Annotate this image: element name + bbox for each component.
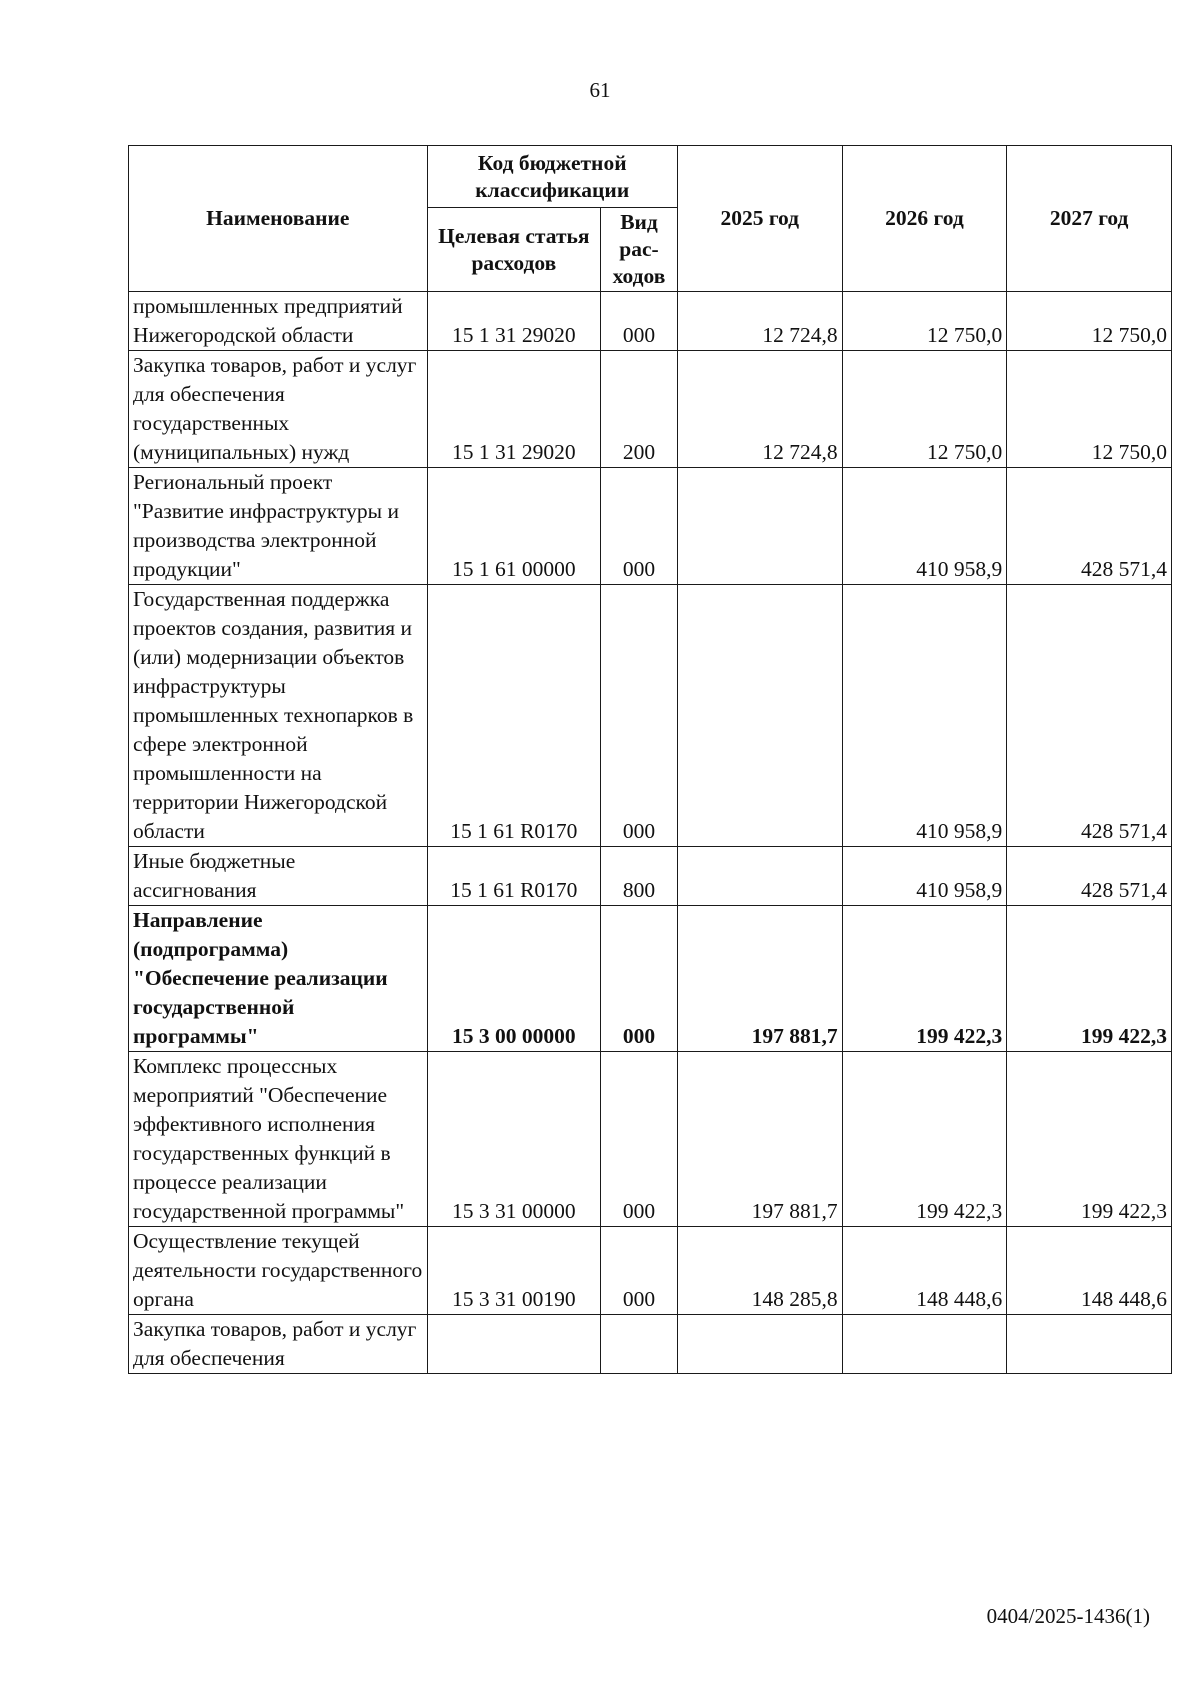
cell-2027: 428 571,4: [1007, 468, 1172, 585]
cell-target-article: 15 1 31 29020: [427, 292, 600, 351]
table-row: [129, 1315, 1172, 1374]
cell-2026: 12 750,0: [842, 351, 1007, 468]
cell-expense-type: 000: [601, 585, 678, 847]
table-row: [129, 847, 1172, 906]
cell-target-article: 15 3 31 00190: [427, 1227, 600, 1315]
header-name: Наименование: [129, 146, 428, 292]
cell-2026: 199 422,3: [842, 1052, 1007, 1227]
cell-name: Иные бюджетные ассигнования: [129, 847, 428, 906]
cell-2025: 197 881,7: [677, 906, 842, 1052]
cell-expense-type: 000: [601, 906, 678, 1052]
cell-expense-type: [601, 1315, 678, 1374]
cell-2027: 428 571,4: [1007, 847, 1172, 906]
cell-2025: [677, 847, 842, 906]
header-target-article: Целевая статья расходов: [427, 208, 600, 292]
cell-2027: 199 422,3: [1007, 906, 1172, 1052]
cell-2027: 12 750,0: [1007, 351, 1172, 468]
header-year-2026: 2026 год: [842, 146, 1007, 292]
table-row: [129, 292, 1172, 351]
header-year-2027: 2027 год: [1007, 146, 1172, 292]
cell-name: Осуществление текущей деятельности государственного органа: [129, 1227, 428, 1315]
cell-2026: 12 750,0: [842, 292, 1007, 351]
cell-2026: 410 958,9: [842, 585, 1007, 847]
header-year-2025: 2025 год: [677, 146, 842, 292]
cell-target-article: 15 3 00 00000: [427, 906, 600, 1052]
cell-expense-type: 000: [601, 292, 678, 351]
cell-2026: 199 422,3: [842, 906, 1007, 1052]
cell-2026: 410 958,9: [842, 847, 1007, 906]
cell-2025: 12 724,8: [677, 292, 842, 351]
cell-2025: [677, 585, 842, 847]
cell-target-article: 15 1 31 29020: [427, 351, 600, 468]
cell-2025: [677, 1315, 842, 1374]
page-number: 61: [589, 78, 611, 102]
cell-expense-type: 000: [601, 1227, 678, 1315]
cell-expense-type: 000: [601, 468, 678, 585]
table-body: [129, 292, 1172, 1374]
table-header: [129, 146, 1172, 292]
cell-expense-type: 200: [601, 351, 678, 468]
table-row: [129, 1052, 1172, 1227]
cell-name: промышленных предприятий Нижегородской области: [129, 292, 428, 351]
cell-name: Направление (подпрограмма) "Обеспечение реализации государственной программы": [129, 906, 428, 1052]
cell-2026: 410 958,9: [842, 468, 1007, 585]
cell-2025: 197 881,7: [677, 1052, 842, 1227]
cell-2025: [677, 468, 842, 585]
table-row: [129, 468, 1172, 585]
table-row: [129, 906, 1172, 1052]
cell-2026: [842, 1315, 1007, 1374]
table-row: [129, 351, 1172, 468]
cell-target-article: 15 3 31 00000: [427, 1052, 600, 1227]
cell-2026: 148 448,6: [842, 1227, 1007, 1315]
table-row: [129, 585, 1172, 847]
cell-name: Государственная поддержка проектов создания, развития и (или) модернизации объектов инфраструктуры промышленных технопарков в сфере электронной промышленности на территории Нижегородской области: [129, 585, 428, 847]
cell-2027: 12 750,0: [1007, 292, 1172, 351]
cell-2027: [1007, 1315, 1172, 1374]
cell-name: Закупка товаров, работ и услуг для обеспечения: [129, 1315, 428, 1374]
cell-expense-type: 800: [601, 847, 678, 906]
cell-name: Региональный проект "Развитие инфраструктуры и производства электронной продукции": [129, 468, 428, 585]
cell-target-article: 15 1 61 00000: [427, 468, 600, 585]
budget-table: [128, 145, 1172, 1374]
document-code: 0404/2025-1436(1): [986, 1604, 1150, 1628]
cell-name: Комплекс процессных мероприятий "Обеспечение эффективного исполнения государственных функций в процессе реализации государственной программы": [129, 1052, 428, 1227]
cell-target-article: [427, 1315, 600, 1374]
cell-target-article: 15 1 61 R0170: [427, 847, 600, 906]
cell-name: Закупка товаров, работ и услуг для обеспечения государственных (муниципальных) нужд: [129, 351, 428, 468]
table-row: [129, 1227, 1172, 1315]
cell-expense-type: 000: [601, 1052, 678, 1227]
cell-2027: 148 448,6: [1007, 1227, 1172, 1315]
cell-2027: 428 571,4: [1007, 585, 1172, 847]
cell-2027: 199 422,3: [1007, 1052, 1172, 1227]
header-budget-code-group: Код бюджетной классификации: [427, 146, 677, 208]
header-expense-type: Вид рас-ходов: [601, 208, 678, 292]
cell-target-article: 15 1 61 R0170: [427, 585, 600, 847]
cell-2025: 148 285,8: [677, 1227, 842, 1315]
cell-2025: 12 724,8: [677, 351, 842, 468]
